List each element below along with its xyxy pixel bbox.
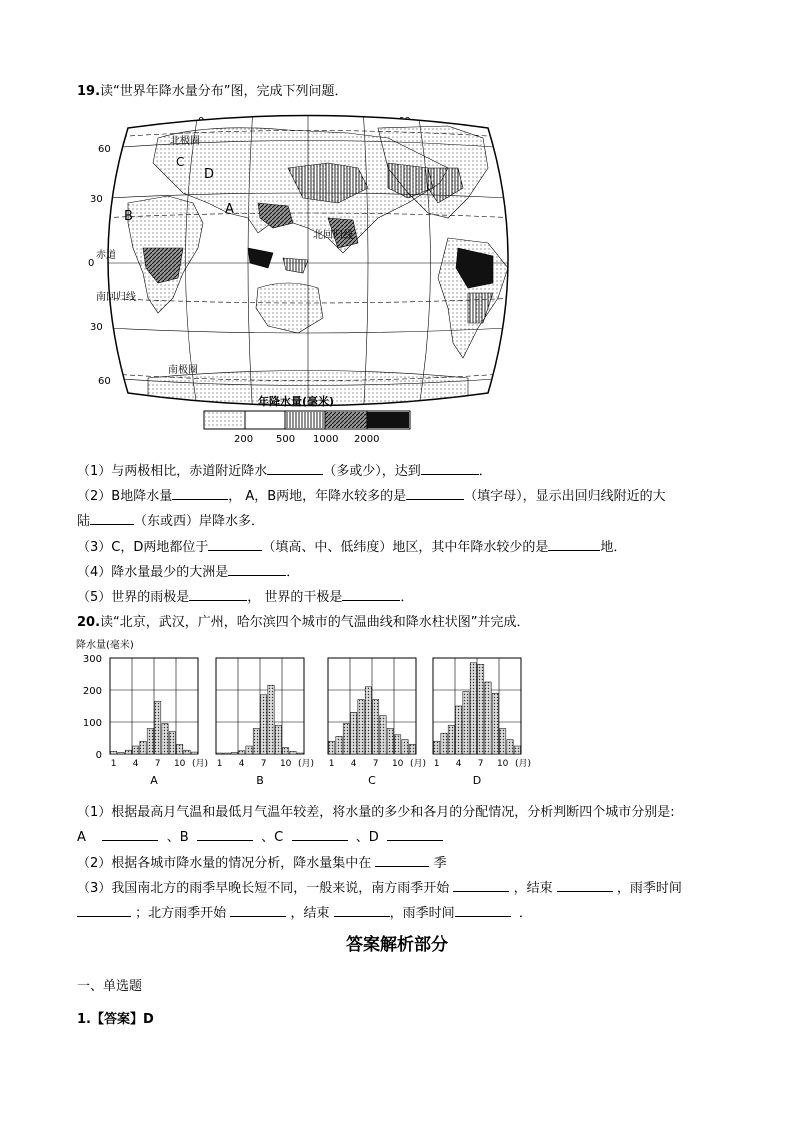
- x-tick-label: 7: [372, 759, 379, 769]
- tropic-of-cancer-label: 北回归线: [313, 230, 353, 241]
- precip-bar: [169, 732, 175, 754]
- precip-bar: [177, 744, 183, 754]
- map-letter-B: B: [124, 209, 133, 224]
- precip-bar: [507, 740, 513, 754]
- precip-bar: [217, 753, 223, 754]
- map-lat-label: 30: [90, 194, 103, 205]
- x-unit-label: (月): [410, 759, 427, 769]
- legend-tick: 1000: [313, 434, 339, 445]
- map-letter-C: C: [176, 155, 185, 169]
- precip-bar: [343, 724, 349, 754]
- q19-stem: [77, 80, 348, 99]
- q19-number: 19.: [77, 84, 101, 99]
- q19-stem-text: 读“世界年降水量分布”图，完成下列问题．: [100, 84, 348, 99]
- q19-item-3: （3）C，D两地都位于 （填高、中、低纬度）地区，其中年降水较少的是 地．: [77, 540, 627, 555]
- answer-blank[interactable]: [455, 916, 511, 917]
- answer-blank[interactable]: [230, 916, 286, 917]
- precip-bar: [162, 724, 168, 754]
- q20-item-3: （3）我国南北方的雨季早晚长短不同，一般来说，南方雨季开始 ，结束 ，雨季时间: [77, 881, 682, 896]
- precip-bar: [351, 712, 357, 754]
- precip-bar: [409, 744, 415, 754]
- map-letter-A: A: [225, 202, 234, 217]
- map-lat-label: 60: [98, 376, 111, 387]
- answer-blank[interactable]: [197, 840, 253, 841]
- q20-item-3-cont: ；北方雨季开始 ，结束 ，雨季时间 ．: [77, 902, 532, 921]
- precip-bar: [283, 748, 289, 754]
- q20-stem-text: 读“北京，武汉，广州，哈尔滨四个城市的气温曲线和降水柱状图”并完成．: [100, 615, 530, 630]
- answer-blank[interactable]: [387, 840, 443, 841]
- x-tick-label: 4: [350, 759, 357, 769]
- answer-section-heading: 答案解析部分: [346, 935, 448, 955]
- precip-bar: [365, 687, 371, 754]
- q19-item-1: （1）与两极相比，赤道附近降水 （多或少），达到 ．: [77, 464, 492, 479]
- chart-y-axis-label: 降水量(毫米): [76, 640, 134, 651]
- answer-blank[interactable]: [228, 575, 286, 576]
- precip-bar: [290, 751, 296, 754]
- y-tick-label: 200: [82, 686, 102, 697]
- x-tick-label: 7: [154, 759, 161, 769]
- q20-number: 20.: [77, 615, 101, 630]
- south-polar-circle-label: 南极圈: [168, 365, 198, 376]
- precip-bar: [492, 693, 498, 754]
- precip-bar: [155, 701, 161, 754]
- x-tick-label: 7: [260, 759, 267, 769]
- precip-bar: [478, 664, 484, 754]
- precip-bar: [224, 753, 230, 754]
- legend-tick: 2000: [354, 434, 380, 445]
- precip-bar: [514, 746, 520, 754]
- q20-item-1-answers: A 、B 、C 、D: [77, 826, 443, 845]
- q20-stem: [77, 611, 530, 630]
- x-tick-label: 10: [391, 759, 404, 769]
- answer-blank[interactable]: [453, 891, 509, 892]
- answer-blank[interactable]: [334, 916, 390, 917]
- y-tick-label: 300: [82, 654, 102, 665]
- precip-bar: [434, 741, 440, 754]
- q19-item-2-cont: 陆 （东或西）岸降水多．: [77, 514, 265, 529]
- x-tick-label: 1: [433, 759, 440, 769]
- legend-tick: 500: [276, 434, 296, 445]
- precip-bar: [387, 728, 393, 754]
- y-tick-label: 0: [95, 750, 102, 761]
- answer-blank[interactable]: [548, 550, 600, 551]
- precip-bar: [125, 750, 131, 754]
- answer-blank[interactable]: [208, 550, 262, 551]
- tropic-of-capricorn-label: 南回归线: [96, 292, 136, 303]
- answer-item-1: 1.【答案】D: [77, 1012, 154, 1027]
- x-unit-label: (月): [298, 759, 315, 769]
- x-tick-label: 10: [173, 759, 186, 769]
- chart-series-label: B: [256, 774, 264, 787]
- equator-label: 赤道: [96, 250, 116, 261]
- precip-bar: [246, 746, 252, 754]
- q20-item-1: （1）根据最高月气温和最低月气温年较差，将水量的多少和各月的分配情况，分析判断四个城市分别是:: [77, 805, 675, 820]
- chart-series-label: A: [150, 774, 158, 787]
- precip-bar: [441, 733, 447, 754]
- map-lat-label: 60: [98, 144, 111, 155]
- precip-bar: [402, 740, 408, 754]
- q20-item-2: （2）根据各城市降水量的情况分析，降水量集中在 季: [77, 856, 447, 871]
- answer-blank[interactable]: [557, 891, 613, 892]
- world-precipitation-map: [88, 108, 528, 448]
- x-tick-label: 7: [477, 759, 484, 769]
- x-tick-label: 10: [279, 759, 292, 769]
- answer-blank[interactable]: [292, 840, 348, 841]
- precip-bar: [380, 716, 386, 754]
- answer-blank[interactable]: [90, 524, 134, 525]
- precip-bar: [111, 751, 117, 754]
- precip-bar: [336, 736, 342, 754]
- north-polar-circle-label: 北极圈: [170, 136, 200, 147]
- map-lat-label: 0: [88, 258, 95, 269]
- answer-section-title: 一、单选题: [77, 979, 143, 994]
- answer-blank[interactable]: [375, 866, 429, 867]
- map-legend-title: 年降水量(毫米): [258, 395, 335, 408]
- precip-bar: [239, 751, 245, 754]
- precip-bar: [358, 700, 364, 754]
- answer-blank[interactable]: [406, 499, 464, 500]
- answer-blank[interactable]: [77, 916, 131, 917]
- precip-bar: [448, 725, 454, 754]
- precip-bar: [184, 750, 190, 754]
- x-tick-label: 4: [132, 759, 139, 769]
- chart-series-label: C: [368, 774, 376, 787]
- precip-bar: [140, 741, 146, 754]
- precip-bar: [275, 725, 281, 754]
- map-letter-D: D: [204, 167, 215, 182]
- precipitation-bar-charts: [76, 636, 536, 791]
- x-tick-label: 1: [328, 759, 335, 769]
- precip-bar: [133, 746, 139, 754]
- precip-bar: [373, 700, 379, 754]
- precip-bar: [485, 682, 491, 754]
- q19-item-4: （4）降水量最少的大洲是 ．: [77, 565, 300, 580]
- q19-item-2: （2）B地降水量 ， A，B两地，年降水较多的是 （填字母），显示出回归线附近的大: [77, 489, 666, 504]
- precip-bar: [395, 735, 401, 754]
- precip-bar: [463, 692, 469, 754]
- precip-bar: [329, 741, 335, 754]
- legend-tick: 200: [234, 434, 254, 445]
- precip-bar: [147, 728, 153, 754]
- x-tick-label: 4: [455, 759, 462, 769]
- precip-bar: [268, 685, 274, 754]
- x-tick-label: 1: [110, 759, 117, 769]
- precip-bar: [191, 752, 197, 754]
- x-unit-label: (月): [515, 759, 532, 769]
- precip-bar: [500, 728, 506, 754]
- answer-blank[interactable]: [189, 600, 247, 601]
- chart-series-label: D: [472, 774, 482, 787]
- x-tick-label: 4: [238, 759, 245, 769]
- precip-bar: [297, 753, 303, 754]
- answer-blank[interactable]: [421, 474, 479, 475]
- answer-blank[interactable]: [342, 600, 400, 601]
- precip-bar: [470, 663, 476, 754]
- x-tick-label: 1: [216, 759, 223, 769]
- precip-bar: [456, 706, 462, 754]
- precip-bar: [231, 752, 237, 754]
- precip-bar: [118, 752, 124, 754]
- precip-bar: [253, 728, 259, 754]
- x-unit-label: (月): [192, 759, 209, 769]
- answer-blank[interactable]: [102, 840, 158, 841]
- y-tick-label: 100: [82, 718, 102, 729]
- answer-blank[interactable]: [267, 474, 323, 475]
- q19-item-5: （5）世界的雨极是 ， 世界的干极是 ．: [77, 590, 414, 605]
- x-tick-label: 10: [496, 759, 509, 769]
- map-lat-label: 30: [90, 322, 103, 333]
- answer-blank[interactable]: [172, 499, 228, 500]
- precip-bar: [261, 695, 267, 754]
